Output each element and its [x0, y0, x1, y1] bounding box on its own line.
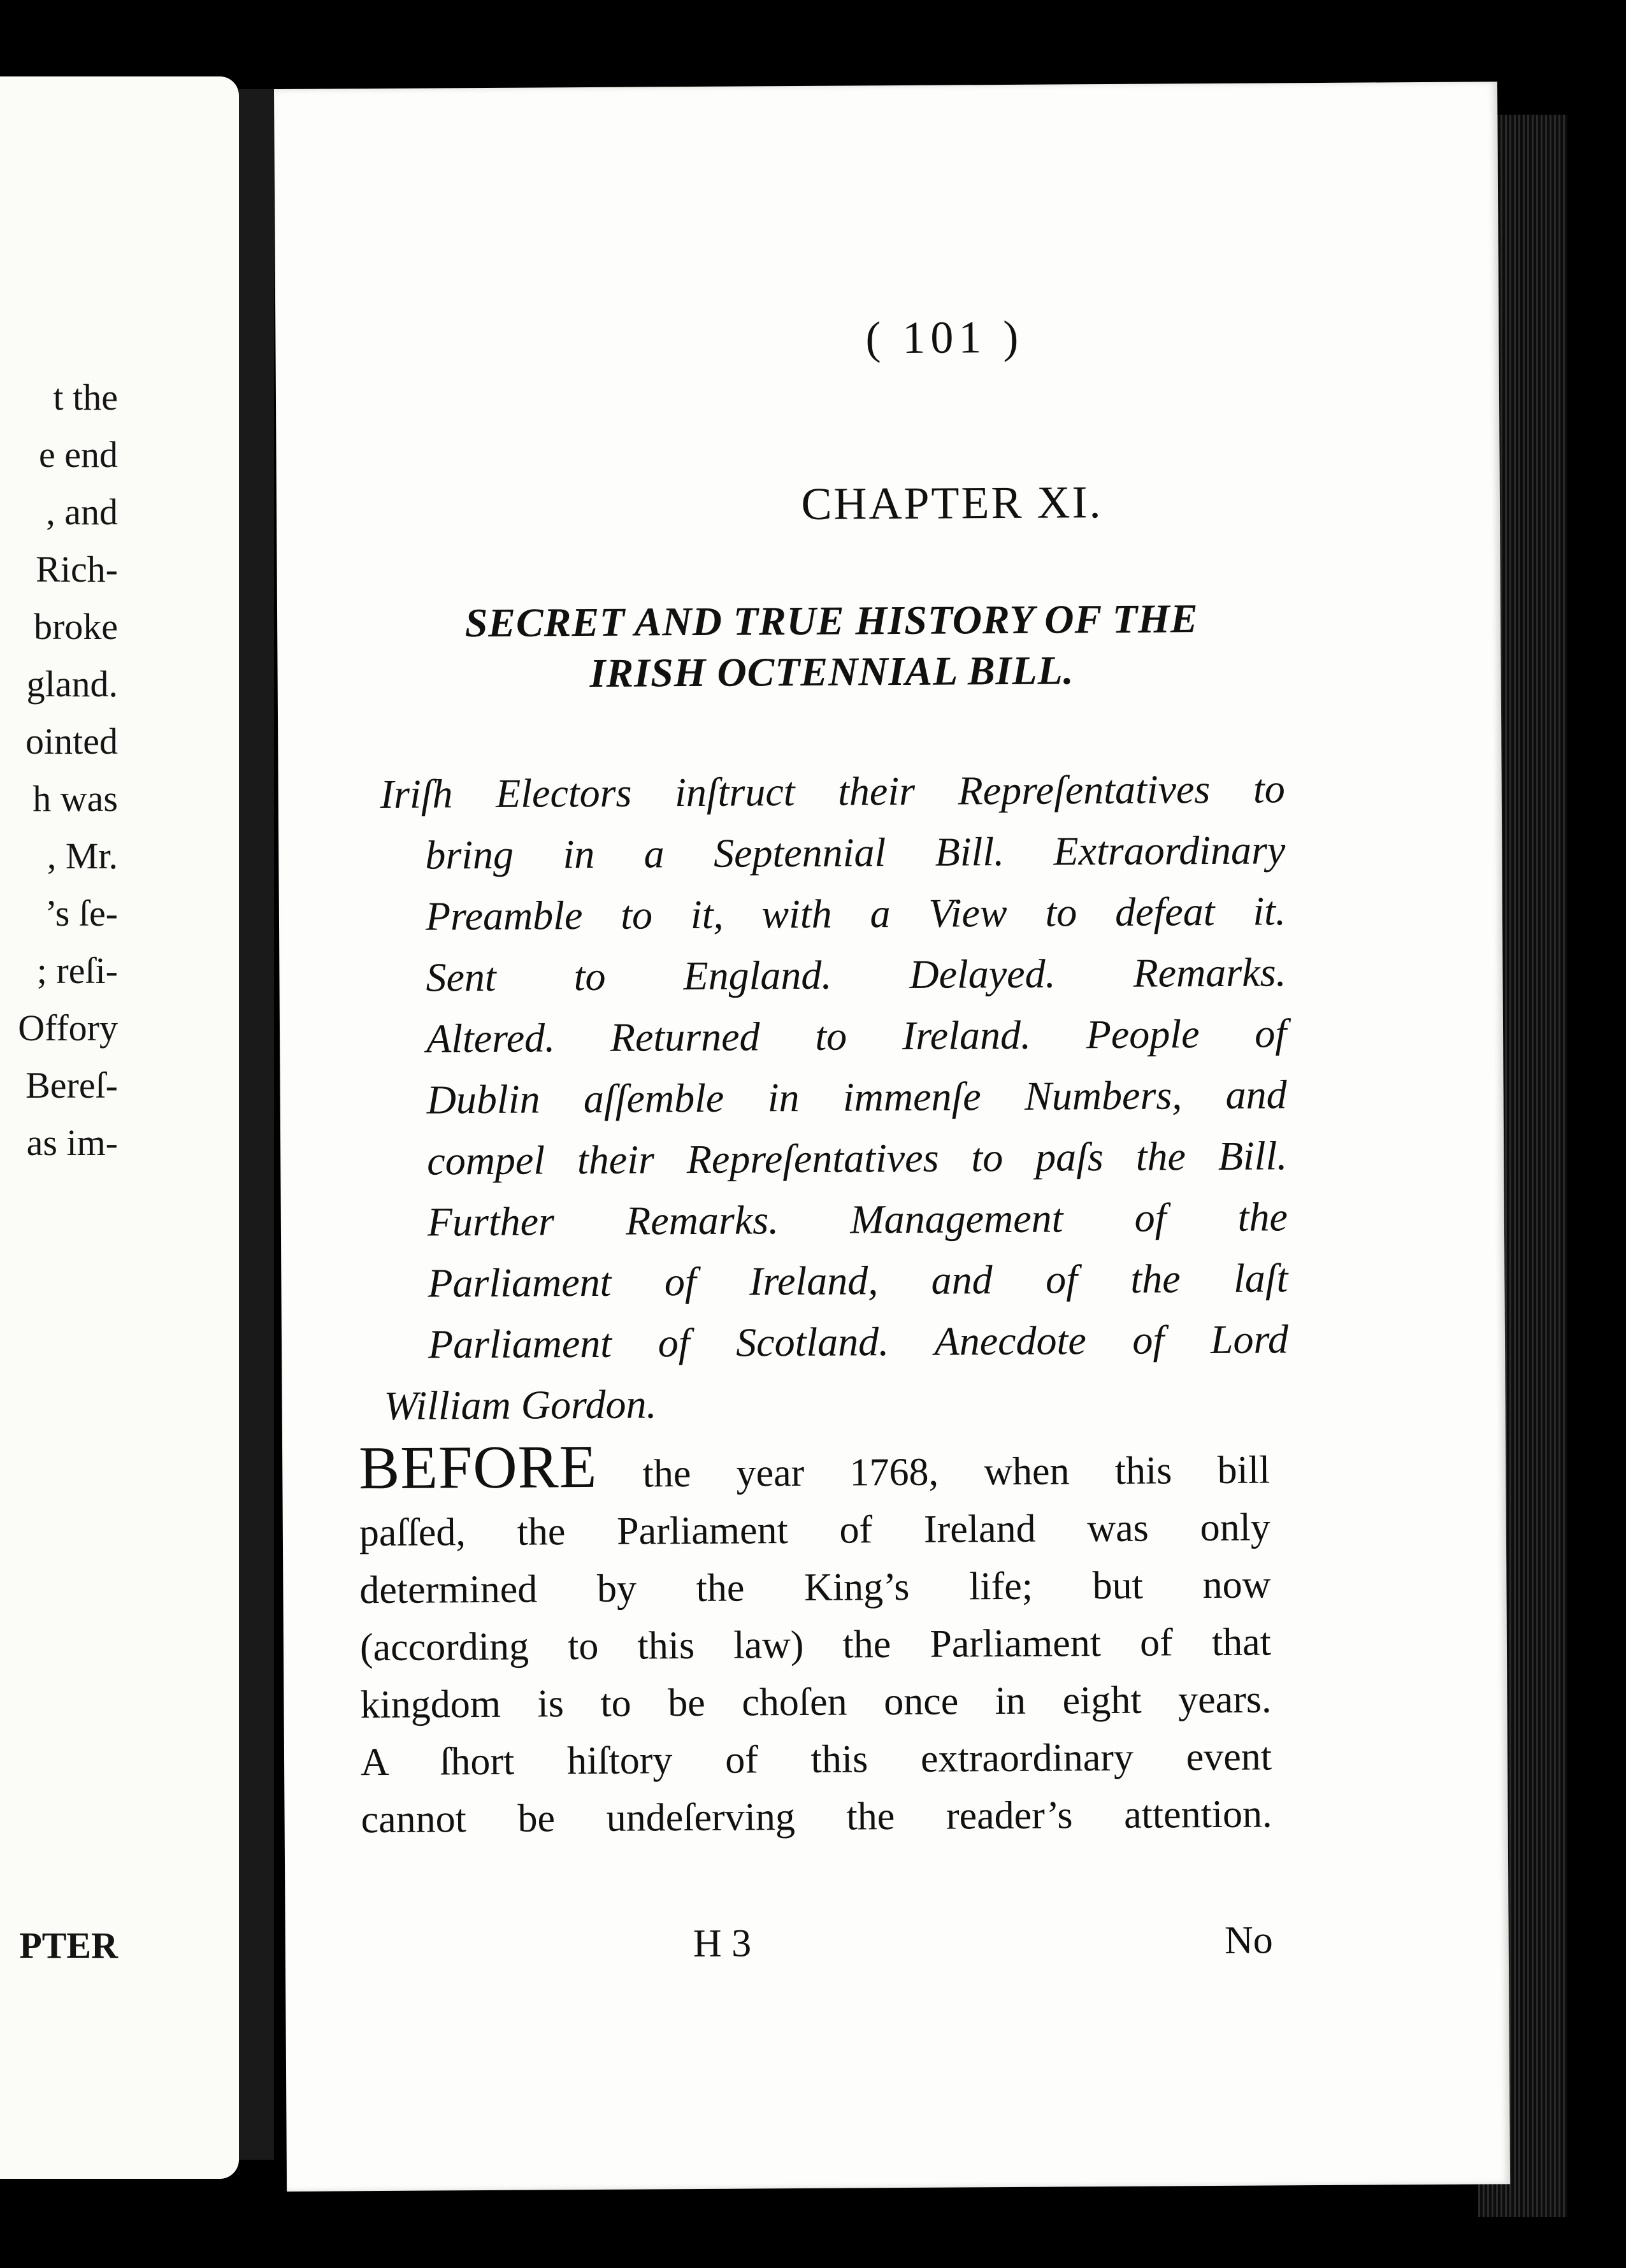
first-line-rest: the year 1768, when this bill [642, 1448, 1270, 1496]
catchword: No [1224, 1918, 1273, 1962]
body-line: cannot be undeſerving the reader’s attention. [361, 1792, 1272, 1842]
left-page-line: , and [46, 491, 118, 533]
opening-word: BEFORE [358, 1432, 598, 1502]
summary-line: compel their Repreſentatives to paſs the Bill. [427, 1133, 1288, 1184]
body-paragraph [359, 1433, 1272, 1848]
left-page-line: ; reſi- [36, 950, 118, 991]
body-line: determined by the King’s life; but now [359, 1563, 1271, 1612]
left-page-line: ointed [25, 721, 118, 762]
summary-line: Sent to England. Delayed. Remarks. [426, 949, 1286, 1000]
body-line: (according to this law) the Parliament of that [359, 1620, 1272, 1670]
left-page-catchword: PTER [19, 1925, 118, 1966]
left-page-line: Rich- [36, 549, 118, 590]
chapter-title-line: SECRET AND TRUE HISTORY OF THE [464, 596, 1198, 646]
body-line-first [359, 1433, 1270, 1504]
summary-line: Parliament of Ireland, and of the laſt [428, 1255, 1288, 1306]
summary-line: Iriſh Electors inſtruct their Repreſentatives to [380, 766, 1285, 817]
summary-line: Preamble to it, with a View to defeat it. [425, 888, 1286, 939]
body-line: A ſhort hiſtory of this extraordinary event [360, 1735, 1272, 1784]
chapter-title-line: IRISH OCTENNIAL BILL. [589, 647, 1074, 696]
left-page-line: e end [39, 434, 118, 475]
left-page-line: gland. [26, 663, 118, 705]
summary-line: Parliament of Scotland. Anecdote of Lord [428, 1316, 1289, 1367]
right-page [274, 82, 1510, 2192]
left-facing-page [0, 76, 239, 2179]
signature-mark: H 3 [693, 1921, 752, 1966]
page-footer [362, 1918, 1273, 1974]
left-page-line: Offory [18, 1007, 118, 1049]
chapter-title [385, 592, 1278, 700]
left-page-line: Bereſ- [25, 1065, 118, 1106]
left-page-line: , Mr. [47, 835, 118, 877]
summary-line: Dublin aſſemble in immenſe Numbers, and [426, 1072, 1287, 1123]
summary-line: Further Remarks. Management of the [427, 1194, 1288, 1245]
chapter-heading: CHAPTER XI. [801, 477, 1103, 529]
left-page-line: ’s ſe- [45, 893, 118, 934]
summary-line: William Gordon. [384, 1381, 657, 1428]
page-number: ( 101 ) [865, 311, 1024, 364]
left-page-line: h was [32, 778, 118, 819]
summary-line: Altered. Returned to Ireland. People of [426, 1010, 1287, 1061]
body-line: kingdom is to be choſen once in eight years. [360, 1677, 1272, 1727]
body-line: paſſed, the Parliament of Ireland was only [359, 1505, 1271, 1555]
chapter-summary [380, 758, 1288, 1437]
left-page-line: as im- [26, 1122, 118, 1163]
left-page-line: t the [53, 377, 118, 418]
summary-line: bring in a Septennial Bill. Extraordinary [425, 827, 1286, 878]
book-gutter [239, 89, 274, 2160]
left-page-line: broke [33, 606, 118, 647]
